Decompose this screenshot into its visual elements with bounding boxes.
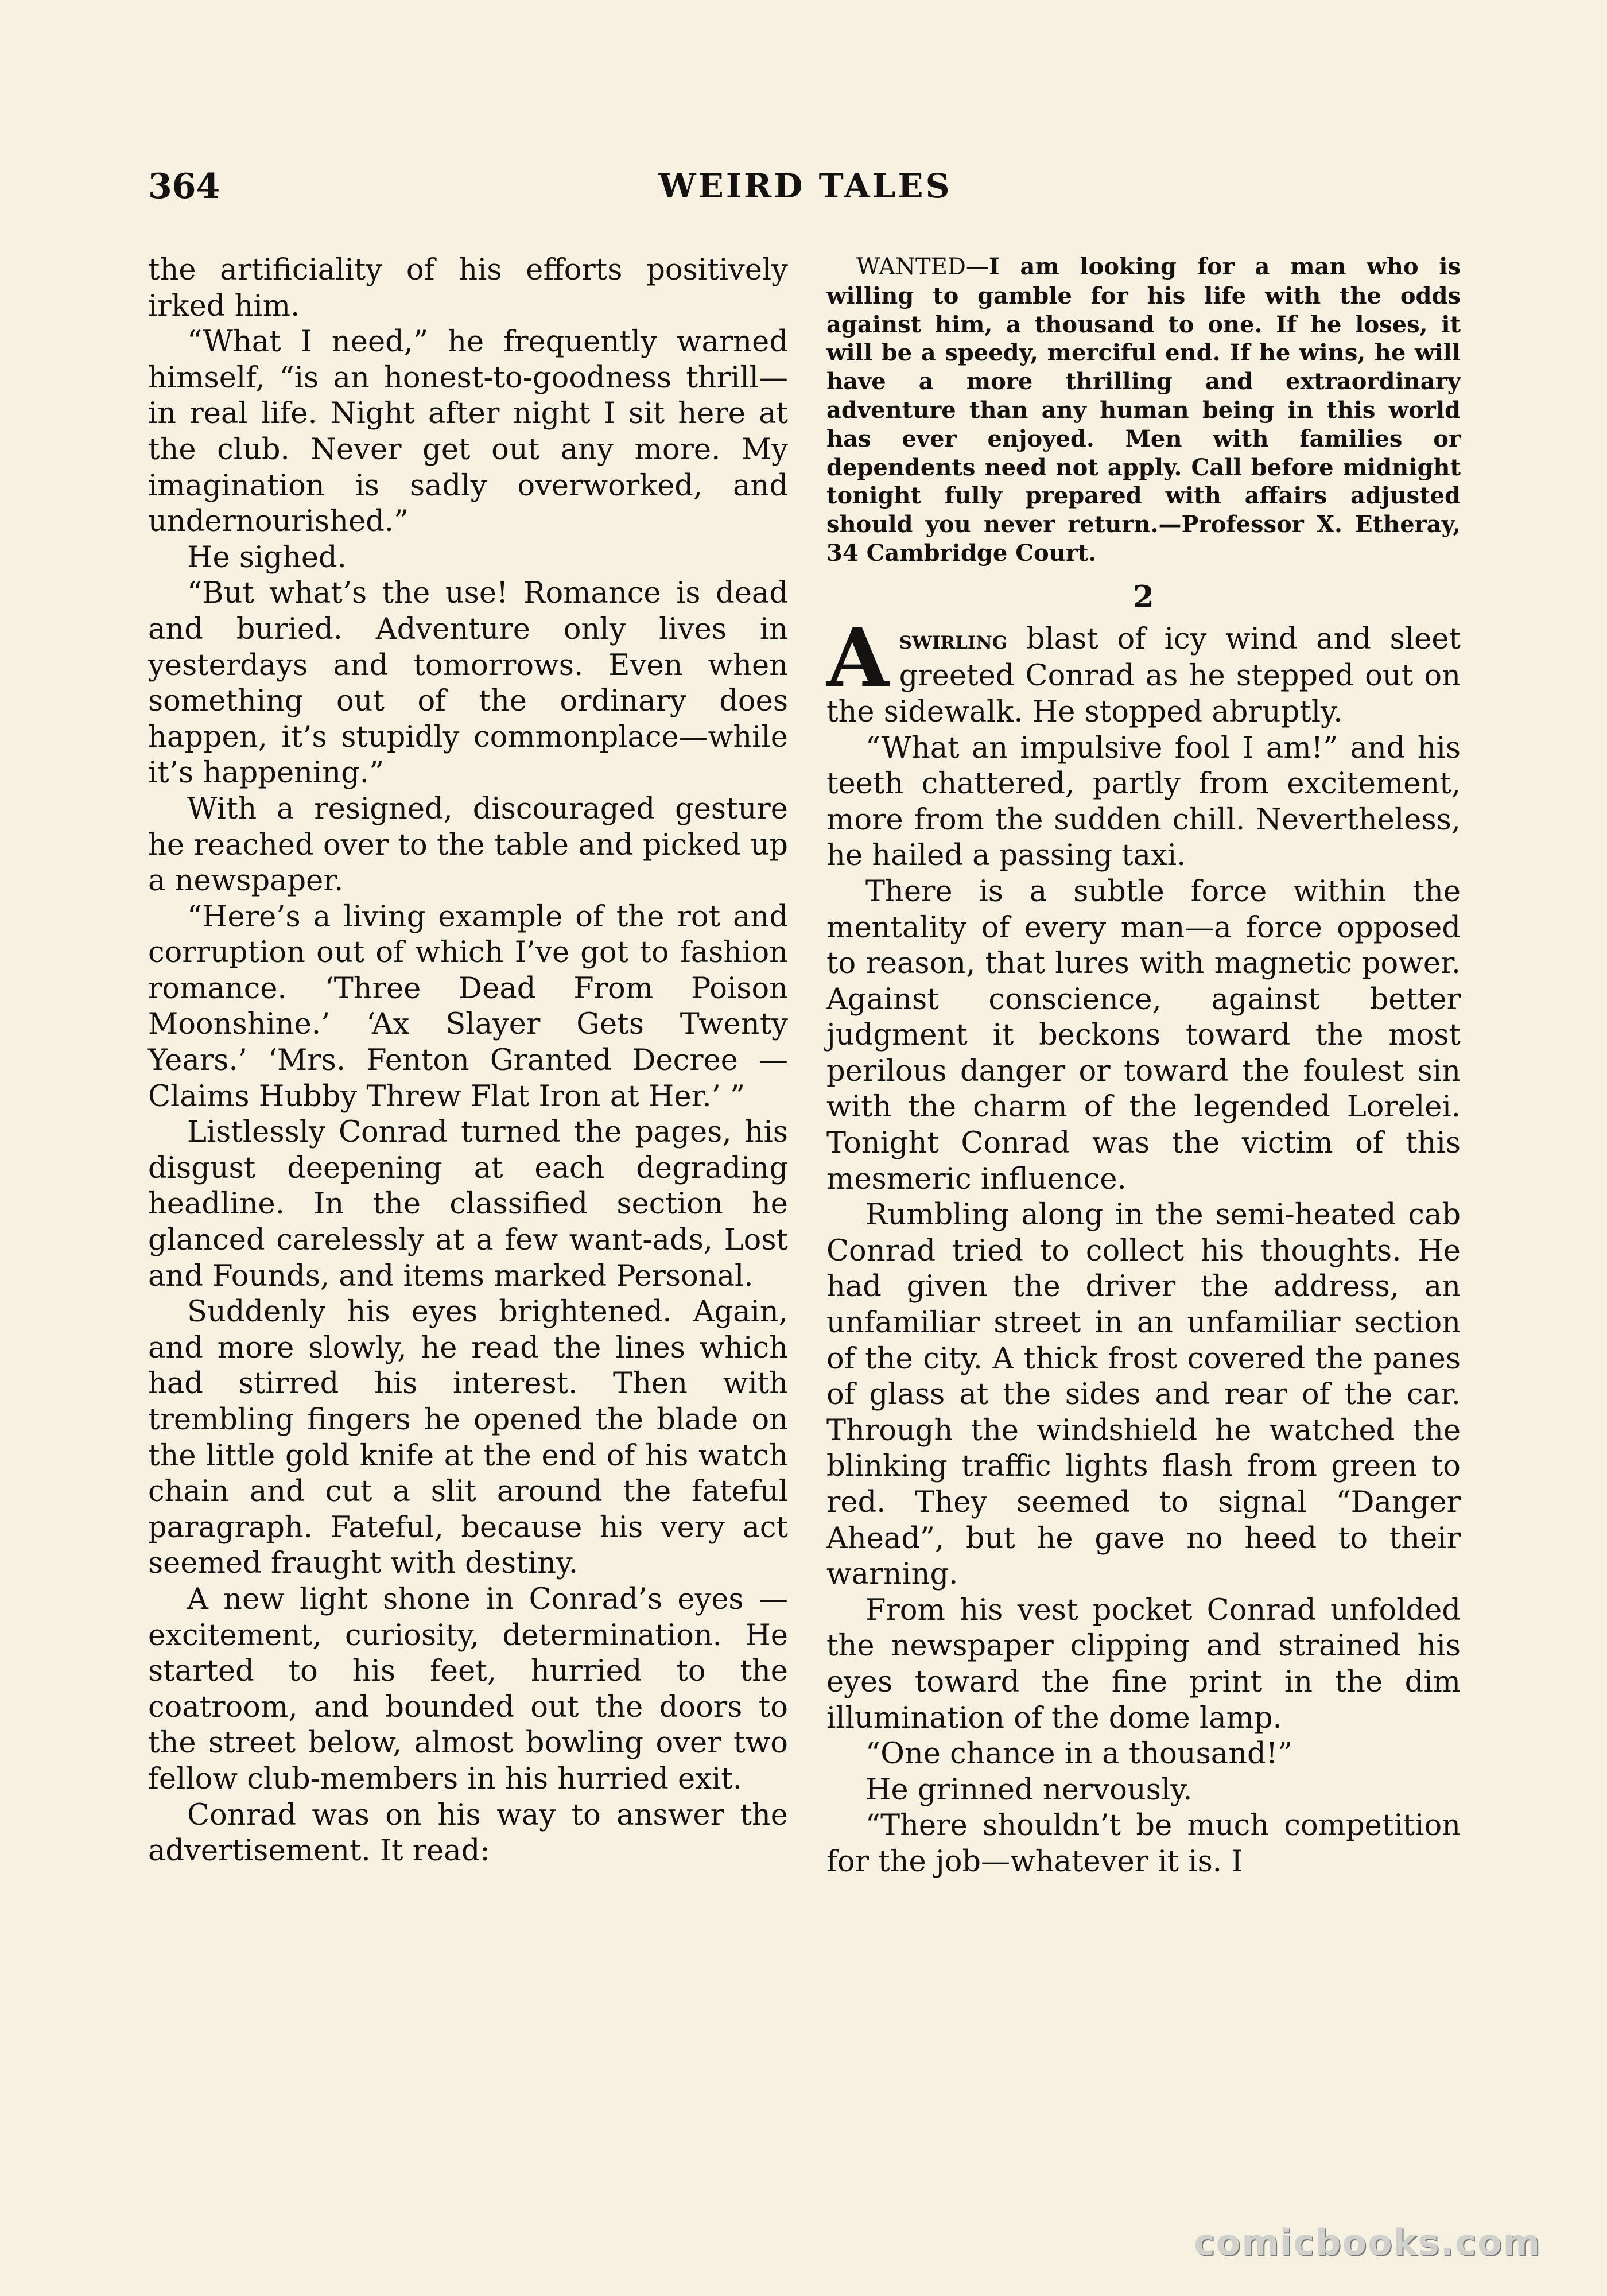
paragraph: Rumbling along in the semi-heated cab Conrad tried to collect his thoughts. He had given the driver the address, an unfamiliar street in an unfamiliar section of the city. A thick frost covered the panes of glass at the sides and rear of the car. Through the windshield he watched the blinking traffic lights flash from green to red. They seemed to signal “Danger Ahead”, but he gave no heed to their warning.	[826, 1198, 1461, 1592]
page-header	[148, 166, 1462, 212]
section-number: 2	[1133, 579, 1154, 615]
running-title: WEIRD TALES	[658, 166, 952, 205]
paragraph: He grinned nervously.	[865, 1773, 1193, 1807]
paragraph: Listlessly Conrad turned the pages, his disgust deepening at each degrading headline. In the classified section he glanced carelessly at a few want-ads, Lost and Founds, and items marked Personal.	[148, 1115, 788, 1293]
small-caps-lead: swirling	[899, 625, 1008, 655]
right-column	[826, 253, 1461, 1880]
paragraph: Conrad was on his way to answer the advertisement. It read:	[148, 1798, 788, 1868]
paragraph: “What an impulsive fool I am!” and his teeth chattered, partly from excitement, more from the sudden chill. Nevertheless, he hailed a passing taxi.	[826, 731, 1461, 873]
paragraph: “One chance in a thousand!”	[865, 1737, 1293, 1771]
advertisement	[826, 253, 1461, 568]
paragraph: He sighed.	[187, 540, 347, 575]
opening-paragraph	[826, 611, 1461, 731]
page-number: 364	[148, 166, 220, 207]
paragraph: Suddenly his eyes brightened. Again, and more slowly, he read the lines which had stirred his interest. Then with trembling fingers he opened the blade on the little gold knife at the end of his watch chain and cut a slit around the fateful paragraph. Fateful, because his very act seemed fraught with destiny.	[148, 1295, 788, 1581]
paragraph: A new light shone in Conrad’s eyes —excitement, curiosity, determination. He started to his feet, hurried to the coatroom, and bounded out the doors to the street below, almost bowling over two fellow club-members in his hurried exit.	[148, 1582, 788, 1796]
paragraph: the artificiality of his efforts positively irked him.	[148, 253, 788, 323]
paragraph: “But what’s the use! Romance is dead and buried. Adventure only lives in yesterdays and tomorrows. Even when something out of the ordinary does happen, it’s stupidly commonplace—while it’s happening.”	[148, 576, 788, 790]
paragraph: There is a subtle force within the mentality of every man—a force opposed to reason, that lures with magnetic power. Against conscience, against better judgment it beckons toward the most perilous danger or toward the foulest sin with the charm of the legended Lorelei. Tonight Conrad was the victim of this mesmeric influence.	[826, 874, 1461, 1196]
watermark: comicbooks.com	[1194, 2221, 1542, 2263]
drop-cap: A	[826, 611, 889, 705]
paragraph: With a resigned, discouraged gesture he reached over to the table and picked up a newspaper.	[148, 792, 788, 898]
advertisement-lead: WANTED—	[856, 254, 989, 280]
paragraph: “Here’s a living example of the rot and corruption out of which I’ve got to fashion romance. ‘Three Dead From Poison Moonshine.’ ‘Ax Slayer Gets Twenty Years.’ ‘Mrs. Fenton Granted Decree — Claims Hubby Threw Flat Iron at Her.’ ”	[148, 899, 788, 1114]
paragraph: From his vest pocket Conrad unfolded the newspaper clipping and strained his eyes toward the fine print in the dim illumination of the dome lamp.	[826, 1593, 1461, 1735]
advertisement-body: I am looking for a man who is willing to gamble for his life with the odds against him, a thousand to one. If he loses, it will be a speedy, merciful end. If he wins, he will have a more thrilling and extraordinary adventure than any human being in this world has ever enjoyed. Men with families or dependents need not apply. Call before midnight tonight fully prepared with affairs adjusted should you never return.—Professor X. Etheray, 34 Cambridge Court.	[826, 253, 1461, 567]
opening-paragraph-text: blast of icy wind and sleet greeted Conrad as he stepped out on the sidewalk. He stopped abruptly.	[826, 622, 1461, 729]
paragraph: “What I need,” he frequently warned himself, “is an honest-to-goodness thrill—in real life. Night after night I sit here at the club. Never get out any more. My imagination is sadly overworked, and undernourished.”	[148, 325, 788, 539]
paragraph: “There shouldn’t be much competition for the job—whatever it is. I	[826, 1809, 1461, 1879]
left-column	[148, 253, 788, 1870]
